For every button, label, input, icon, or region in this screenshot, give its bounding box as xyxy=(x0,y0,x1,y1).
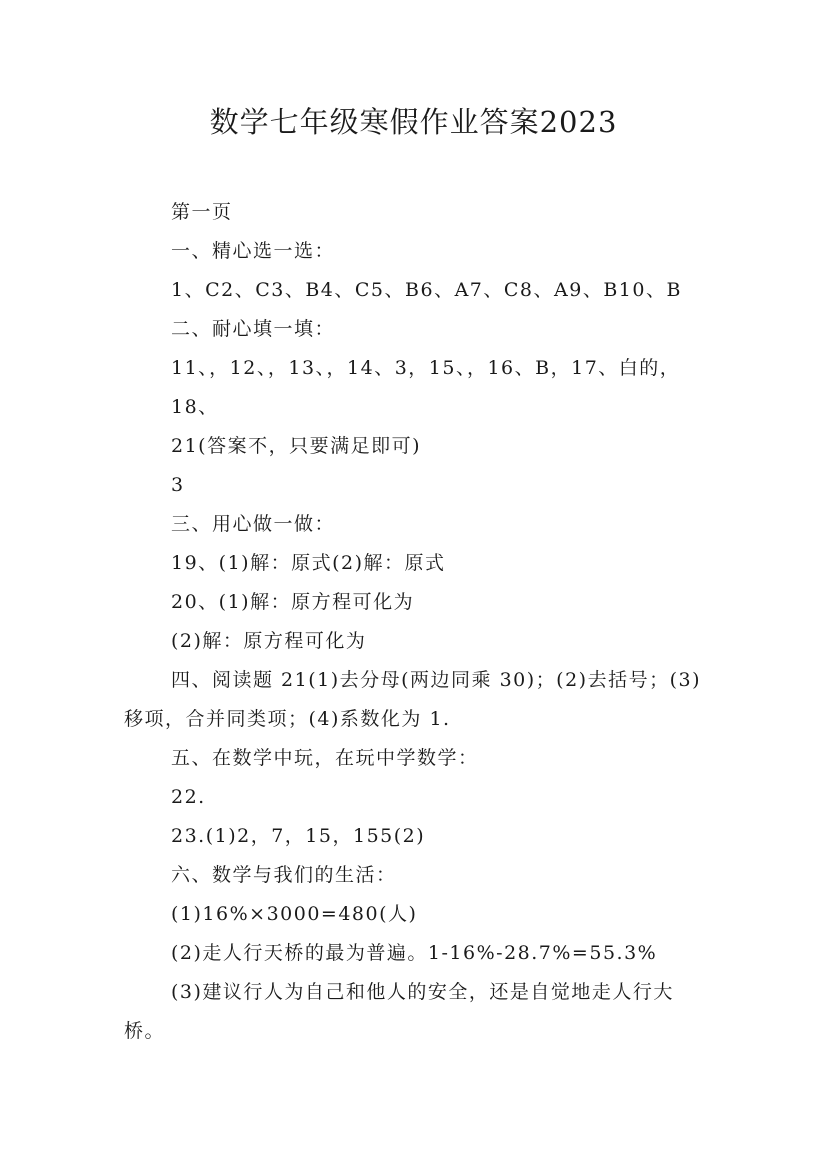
paragraph-item-18: 18、 xyxy=(171,396,219,418)
document-body xyxy=(124,193,708,1051)
paragraph-life-1: (1)16%×3000=480(人) xyxy=(171,903,418,925)
paragraph-life-2: (2)走人行天桥的最为普遍。1-16%-28.7%=55.3% xyxy=(171,942,658,964)
paragraph-number-3: 3 xyxy=(171,474,185,496)
paragraph-item-19: 19、(1)解：原式(2)解：原式 xyxy=(171,552,446,574)
paragraph-section-5: 五、在数学中玩，在玩中学数学： xyxy=(171,747,479,769)
paragraph-fill-answers: 11、，12、，13、，14、3，15、，16、B，17、白的， xyxy=(171,357,681,379)
document-title: 数学七年级寒假作业答案2023 xyxy=(209,105,618,139)
paragraph-item-20-2: (2)解：原方程可化为 xyxy=(171,630,367,652)
paragraph-section-4: 四、阅读题 21(1)去分母(两边同乘 30)；(2)去括号；(3)移项，合并同类项；(4)系数化为 1. xyxy=(124,669,701,730)
paragraph-choice-answers: 1、C2、C3、B4、C5、B6、A7、C8、A9、B10、B xyxy=(171,279,682,301)
paragraph-item-23: 23.(1)2，7，15，155(2) xyxy=(171,825,426,847)
paragraph-life-3: (3)建议行人为自己和他人的安全，还是自觉地走人行大桥。 xyxy=(124,981,674,1042)
paragraph-section-1: 一、精心选一选： xyxy=(171,240,336,262)
paragraph-section-2: 二、耐心填一填： xyxy=(171,318,336,340)
paragraph-section-3: 三、用心做一做： xyxy=(171,513,336,535)
paragraph-page-heading: 第一页 xyxy=(171,201,233,223)
paragraph-item-20: 20、(1)解：原方程可化为 xyxy=(171,591,415,613)
paragraph-section-6: 六、数学与我们的生活： xyxy=(171,864,397,886)
paragraph-item-22: 22. xyxy=(171,786,206,808)
paragraph-item-21: 21(答案不，只要满足即可) xyxy=(171,435,422,457)
